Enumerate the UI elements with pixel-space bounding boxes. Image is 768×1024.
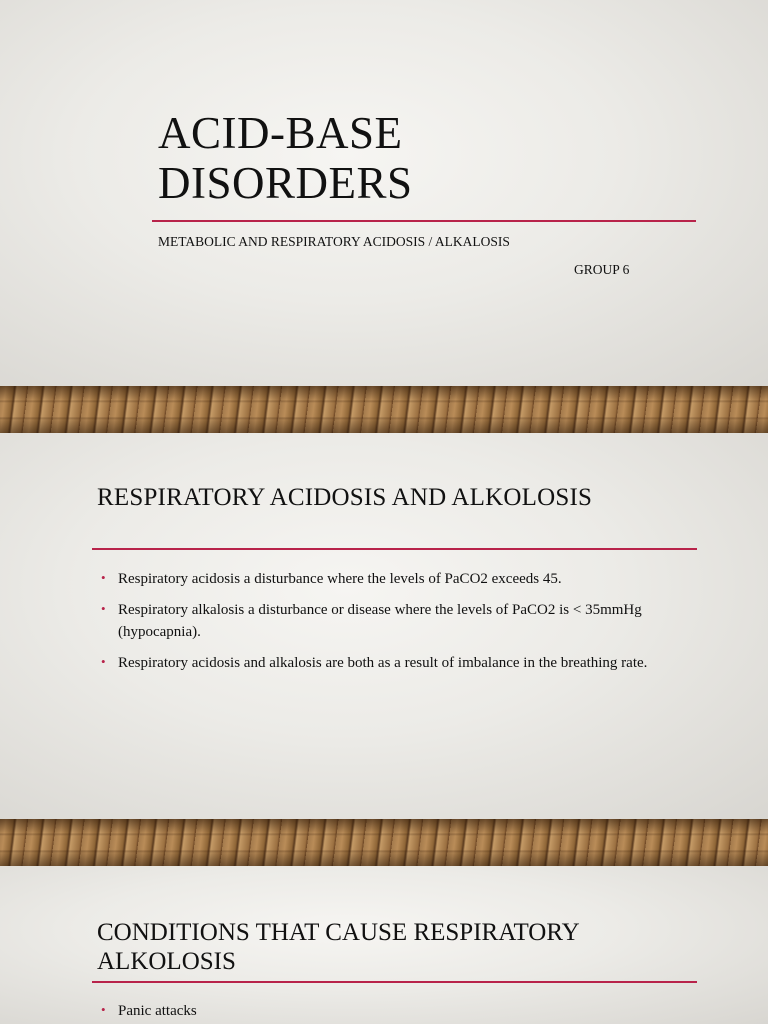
title-line-2: DISORDERS bbox=[158, 158, 413, 208]
slide2-bullet-list bbox=[97, 568, 697, 683]
list-item-text: Respiratory acidosis and alkalosis are both as a result of imbalance in the breathing rate. bbox=[118, 655, 648, 671]
bullet-dot-icon: • bbox=[101, 601, 106, 616]
slide-conditions bbox=[0, 866, 768, 1024]
presentation-title bbox=[158, 108, 678, 208]
wood-floor-divider bbox=[0, 819, 768, 866]
bullet-dot-icon: • bbox=[101, 654, 106, 669]
list-item bbox=[97, 652, 697, 674]
list-item bbox=[97, 568, 697, 590]
list-item-text: Panic attacks bbox=[118, 1003, 197, 1019]
slide3-divider bbox=[92, 981, 697, 983]
slide-title-conditions: CONDITIONS THAT CAUSE RESPIRATORY ALKOLOSIS bbox=[97, 919, 579, 975]
bullet-dot-icon: • bbox=[101, 570, 106, 585]
slide-title-respiratory: RESPIRATORY ACIDOSIS AND ALKOLOSIS bbox=[97, 484, 593, 511]
title-divider bbox=[152, 220, 696, 222]
slide3-bullet-list bbox=[97, 1000, 697, 1024]
slide-title bbox=[0, 0, 768, 386]
slide2-divider bbox=[92, 548, 697, 550]
group-label: GROUP 6 bbox=[574, 262, 630, 277]
bullet-dot-icon: • bbox=[101, 1002, 106, 1017]
wood-floor-divider bbox=[0, 386, 768, 433]
list-item bbox=[97, 599, 697, 643]
list-item bbox=[97, 1000, 697, 1022]
slide-respiratory-acidosis bbox=[0, 433, 768, 819]
presentation-subtitle: METABOLIC AND RESPIRATORY ACIDOSIS / ALKALOSIS bbox=[158, 234, 510, 249]
list-item-text: Respiratory acidosis a disturbance where the levels of PaCO2 exceeds 45. bbox=[118, 571, 562, 587]
list-item-text: Respiratory alkalosis a disturbance or disease where the levels of PaCO2 is < 35mmHg (hypocapnia). bbox=[118, 602, 642, 640]
title-line-1: ACID-BASE bbox=[158, 108, 403, 158]
